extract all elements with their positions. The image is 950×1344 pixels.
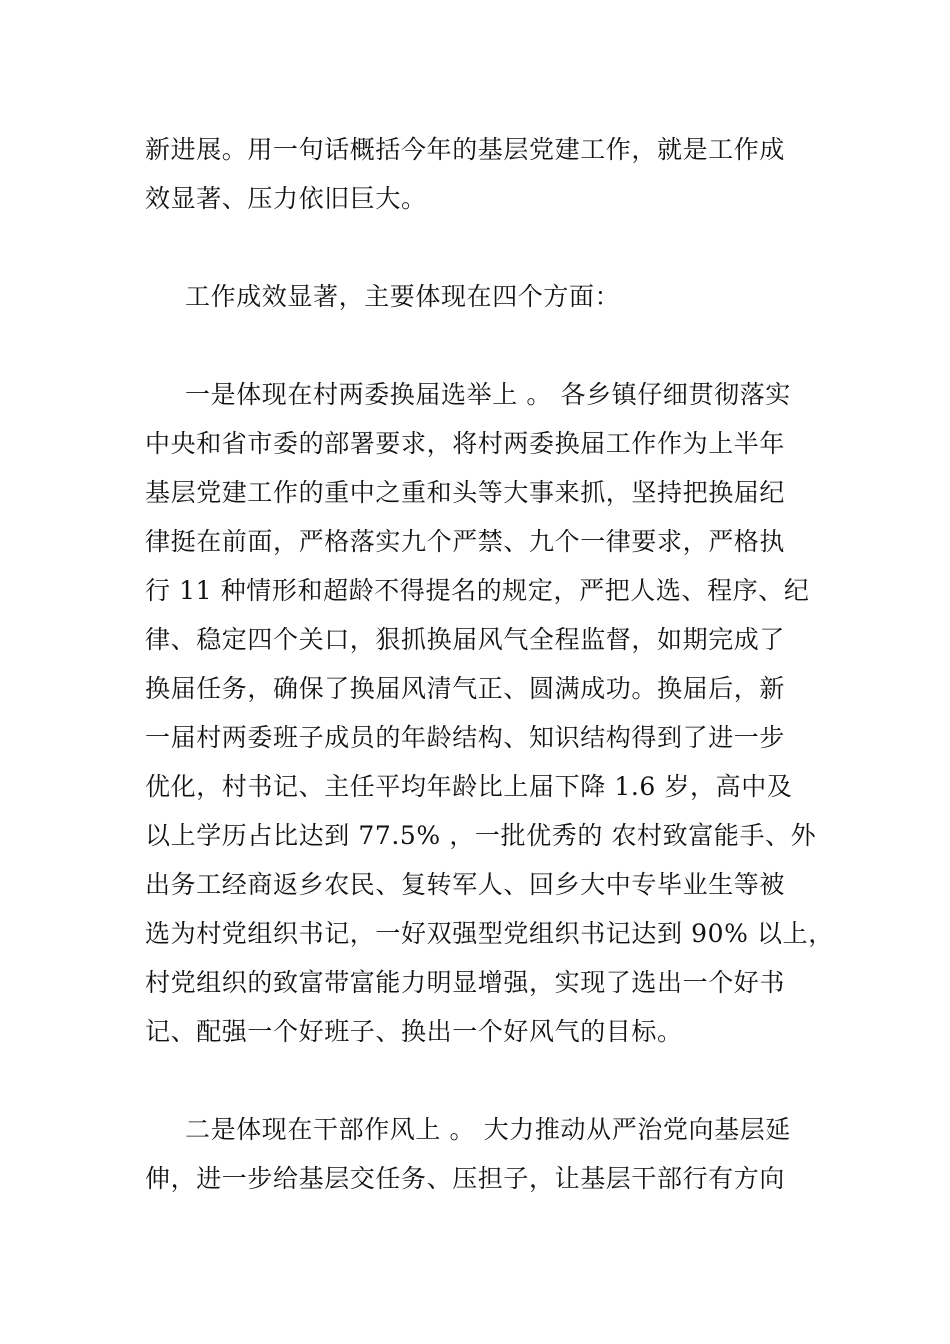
paragraph-spacer [145,1056,810,1105]
text-line: 记、配强一个好班子、换出一个好风气的目标。 [145,1017,683,1046]
text-line: 中央和省市委的部署要求，将村两委换届工作作为上半年 [145,429,786,458]
text-line: 选为村党组织书记，一好双强型党组织书记达到 90% 以上， [145,919,834,948]
paragraph [145,370,834,1056]
text-line: 出务工经商返乡农民、复转军人、回乡大中专毕业生等被 [145,870,786,899]
text-line: 优化，村书记、主任平均年龄比上届下降 1.6 岁，高中及 [145,772,793,801]
paragraph [145,1105,810,1203]
paragraph-spacer [145,223,810,272]
text-line: 基层党建工作的重中之重和头等大事来抓，坚持把换届纪 [145,478,786,507]
text-line: 行 11 种情形和超龄不得提名的规定，严把人选、程序、纪 [145,576,810,605]
text-line: 律、稳定四个关口，狠抓换届风气全程监督，如期完成了 [145,625,786,654]
document-page [145,125,834,1203]
paragraph [145,272,810,321]
text-line: 村党组织的致富带富能力明显增强，实现了选出一个好书 [145,968,786,997]
text-line: 一届村两委班子成员的年龄结构、知识结构得到了进一步 [145,723,786,752]
paragraph-spacer [145,321,810,370]
text-line: 二是体现在干部作风上 。 大力推动从严治党向基层延 [185,1115,791,1144]
text-line: 工作成效显著，主要体现在四个方面： [185,282,621,311]
text-line: 以上学历占比达到 77.5% ，一批优秀的 农村致富能手、外 [145,821,817,850]
text-line: 伸，进一步给基层交任务、压担子，让基层干部行有方向 [145,1164,786,1193]
text-line: 新进展。用一句话概括今年的基层党建工作，就是工作成 [145,135,786,164]
text-line: 换届任务，确保了换届风清气正、圆满成功。换届后，新 [145,674,786,703]
text-line: 一是体现在村两委换届选举上 。 各乡镇仔细贯彻落实 [185,380,791,409]
text-line: 律挺在前面，严格落实九个严禁、九个一律要求，严格执 [145,527,786,556]
text-line: 效显著、压力依旧巨大。 [145,184,427,213]
paragraph [145,125,810,223]
